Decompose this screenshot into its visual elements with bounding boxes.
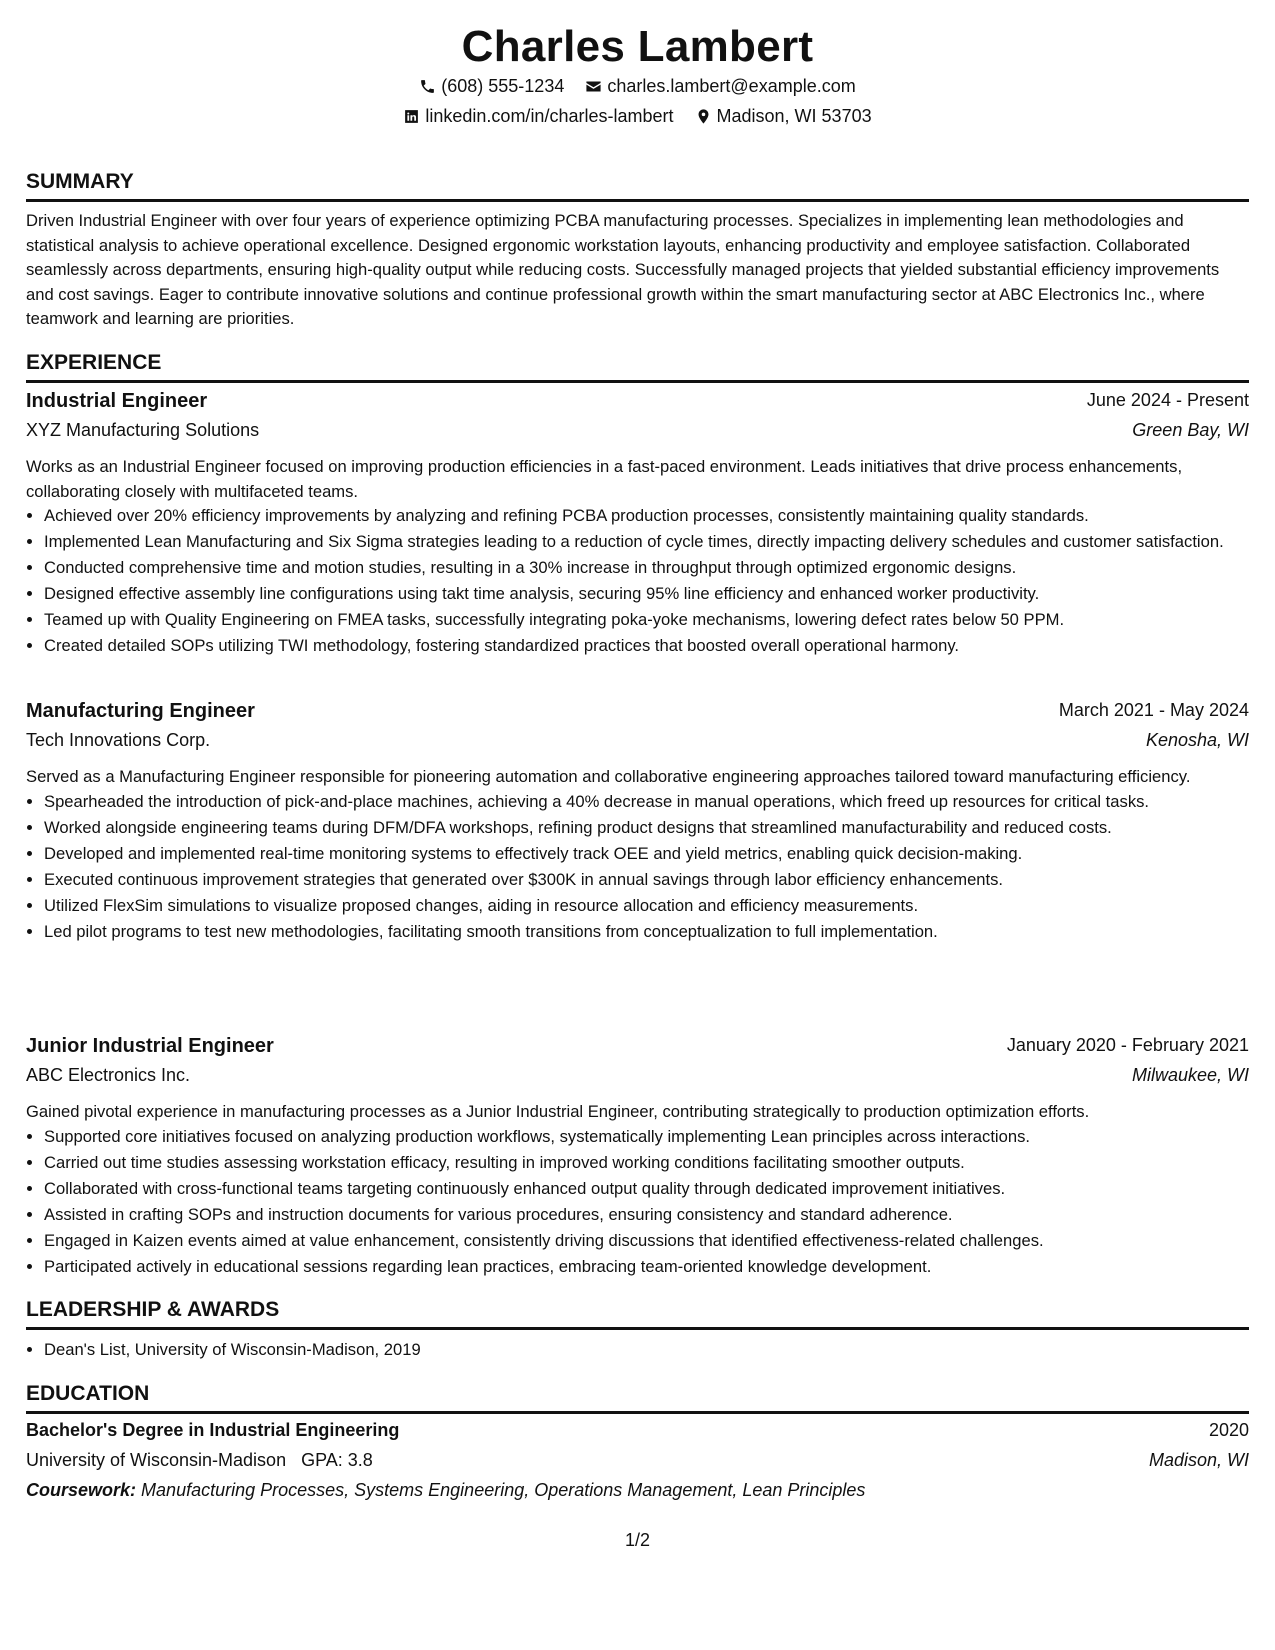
job-location: Kenosha, WI (1145, 730, 1249, 750)
job-title: Junior Industrial Engineer (26, 1035, 274, 1057)
list-item: • Created detailed SOPs utilizing TWI methodology, fostering standardized practices that boosted overall operational harmony. (44, 634, 1249, 659)
job-company: XYZ Manufacturing Solutions (26, 420, 260, 440)
gpa: GPA: 3.8 (301, 1450, 373, 1470)
degree-title: Bachelor's Degree in Industrial Engineering (26, 1420, 400, 1440)
job-3-company-row (26, 1065, 1249, 1086)
list-item: • Implemented Lean Manufacturing and Six Sigma strategies leading to a reduction of cycle times, directly impacting delivery schedules and customer satisfaction. (44, 530, 1249, 555)
school-name: University of Wisconsin-Madison (26, 1450, 287, 1470)
awards-divider (26, 1327, 1249, 1330)
job-title: Manufacturing Engineer (26, 700, 255, 722)
experience-heading: EXPERIENCE (26, 351, 162, 374)
location-contact (695, 106, 872, 127)
list-item: • Led pilot programs to test new methodologies, facilitating smooth transitions from conceptualization to full implementation. (44, 920, 1249, 945)
list-item: • Carried out time studies assessing workstation efficacy, resulting in improved working conditions facilitating smoother outputs. (44, 1151, 1249, 1176)
list-item: • Dean's List, University of Wisconsin-Madison, 2019 (44, 1338, 1249, 1363)
job-2-header (26, 700, 1249, 723)
summary-text: Driven Industrial Engineer with over four years of experience optimizing PCBA manufacturing processes. Specializes in implementing lean methodologies and statistical analysis to achieve operational excellence. Designed ergonomic workstation layouts, enhancing productivity and employee satisfaction. Collaborated seamlessly across departments, ensuring high-quality output while reducing costs. Successfully managed projects that yielded substantial efficiency improvements and cost savings. Eager to contribute innovative solutions and continue professional growth within the smart manufacturing sector at ABC Electronics Inc., where teamwork and learning are priorities. (26, 211, 1220, 328)
degree-row (26, 1420, 1249, 1441)
page-number: 1/2 (624, 1530, 651, 1550)
job-1-header (26, 390, 1249, 413)
list-item: • Spearheaded the introduction of pick-and-place machines, achieving a 40% decrease in manual operations, which freed up resources for critical tasks. (44, 790, 1249, 815)
coursework-label: Coursework: (26, 1480, 137, 1500)
job-2-details (26, 765, 1249, 946)
list-item: • Collaborated with cross-functional teams targeting continuously enhanced output quality through dedicated improvement initiatives. (44, 1177, 1249, 1202)
job-1-details (26, 455, 1249, 660)
list-item: • Conducted comprehensive time and motion studies, resulting in a 30% increase in throughput through optimized ergonomic designs. (44, 556, 1249, 581)
linkedin-contact[interactable] (403, 106, 673, 127)
job-3-details (26, 1100, 1249, 1281)
coursework-line (26, 1480, 865, 1501)
linkedin-icon (403, 108, 420, 125)
job-description: Works as an Industrial Engineer focused on improving production efficiencies in a fast-paced environment. Leads initiatives that drive process enhancements, collaborating closely with multifaceted teams. (26, 457, 1183, 501)
contact-line-1 (0, 76, 1275, 100)
phone-icon (419, 78, 436, 95)
job-bullets (26, 504, 1249, 659)
email-text[interactable]: charles.lambert@example.com (607, 76, 856, 96)
map-pin-icon (695, 108, 712, 125)
envelope-icon (585, 78, 602, 95)
job-description: Gained pivotal experience in manufacturing processes as a Junior Industrial Engineer, contributing strategically to production optimization efforts. (26, 1102, 1090, 1121)
summary-divider (26, 199, 1249, 202)
location-text: Madison, WI 53703 (716, 106, 872, 126)
graduation-year: 2020 (1208, 1420, 1249, 1440)
list-item: • Designed effective assembly line configurations using takt time analysis, securing 95% line efficiency and enhanced worker productivity. (44, 582, 1249, 607)
job-dates: January 2020 - February 2021 (1006, 1035, 1249, 1055)
job-bullets (26, 1125, 1249, 1280)
coursework-text: Manufacturing Processes, Systems Engineering, Operations Management, Lean Principles (141, 1480, 866, 1500)
job-company: ABC Electronics Inc. (26, 1065, 191, 1085)
job-location: Green Bay, WI (1132, 420, 1249, 440)
job-title: Industrial Engineer (26, 390, 208, 412)
job-company: Tech Innovations Corp. (26, 730, 211, 750)
list-item: • Teamed up with Quality Engineering on FMEA tasks, successfully integrating poka-yoke mechanisms, lowering defect rates below 50 PPM. (44, 608, 1249, 633)
job-location: Milwaukee, WI (1131, 1065, 1249, 1085)
list-item: • Assisted in crafting SOPs and instruction documents for various procedures, ensuring consistency and standard adherence. (44, 1203, 1249, 1228)
list-item: • Executed continuous improvement strategies that generated over $300K in annual savings through labor efficiency enhancements. (44, 868, 1249, 893)
job-3-header (26, 1035, 1249, 1058)
school-row (26, 1450, 1249, 1471)
list-item: • Participated actively in educational sessions regarding lean practices, embracing team-oriented knowledge development. (44, 1255, 1249, 1280)
job-1-company-row (26, 420, 1249, 441)
candidate-name: Charles Lambert (461, 22, 814, 71)
job-dates: March 2021 - May 2024 (1058, 700, 1249, 720)
list-item: • Supported core initiatives focused on analyzing production workflows, systematically implementing Lean principles across interactions. (44, 1125, 1249, 1150)
phone-text: (608) 555-1234 (441, 76, 565, 96)
experience-divider (26, 380, 1249, 383)
school-location: Madison, WI (1148, 1450, 1249, 1470)
job-description: Served as a Manufacturing Engineer responsible for pioneering automation and collaborative engineering approaches tailored toward manufacturing efficiency. (26, 767, 1191, 786)
email-contact[interactable] (585, 76, 855, 97)
list-item: • Worked alongside engineering teams during DFM/DFA workshops, refining product designs that streamlined manufacturability and reduced costs. (44, 816, 1249, 841)
list-item: • Achieved over 20% efficiency improvements by analyzing and refining PCBA production processes, consistently maintaining quality standards. (44, 504, 1249, 529)
list-item: • Utilized FlexSim simulations to visualize proposed changes, aiding in resource allocation and efficiency measurements. (44, 894, 1249, 919)
summary-heading: SUMMARY (26, 170, 134, 193)
education-heading: EDUCATION (26, 1382, 150, 1405)
job-dates: June 2024 - Present (1086, 390, 1249, 410)
awards-list (26, 1338, 1249, 1364)
job-2-company-row (26, 730, 1249, 751)
list-item: • Engaged in Kaizen events aimed at value enhancement, consistently driving discussions that identified effectiveness-related challenges. (44, 1229, 1249, 1254)
awards-heading: LEADERSHIP & AWARDS (26, 1298, 280, 1321)
linkedin-text[interactable]: linkedin.com/in/charles-lambert (425, 106, 674, 126)
phone-contact (419, 76, 564, 97)
job-bullets (26, 790, 1249, 945)
contact-line-2 (0, 106, 1275, 130)
list-item: • Developed and implemented real-time monitoring systems to effectively track OEE and yield metrics, enabling quick decision-making. (44, 842, 1249, 867)
school-info (26, 1450, 373, 1471)
education-divider (26, 1411, 1249, 1414)
